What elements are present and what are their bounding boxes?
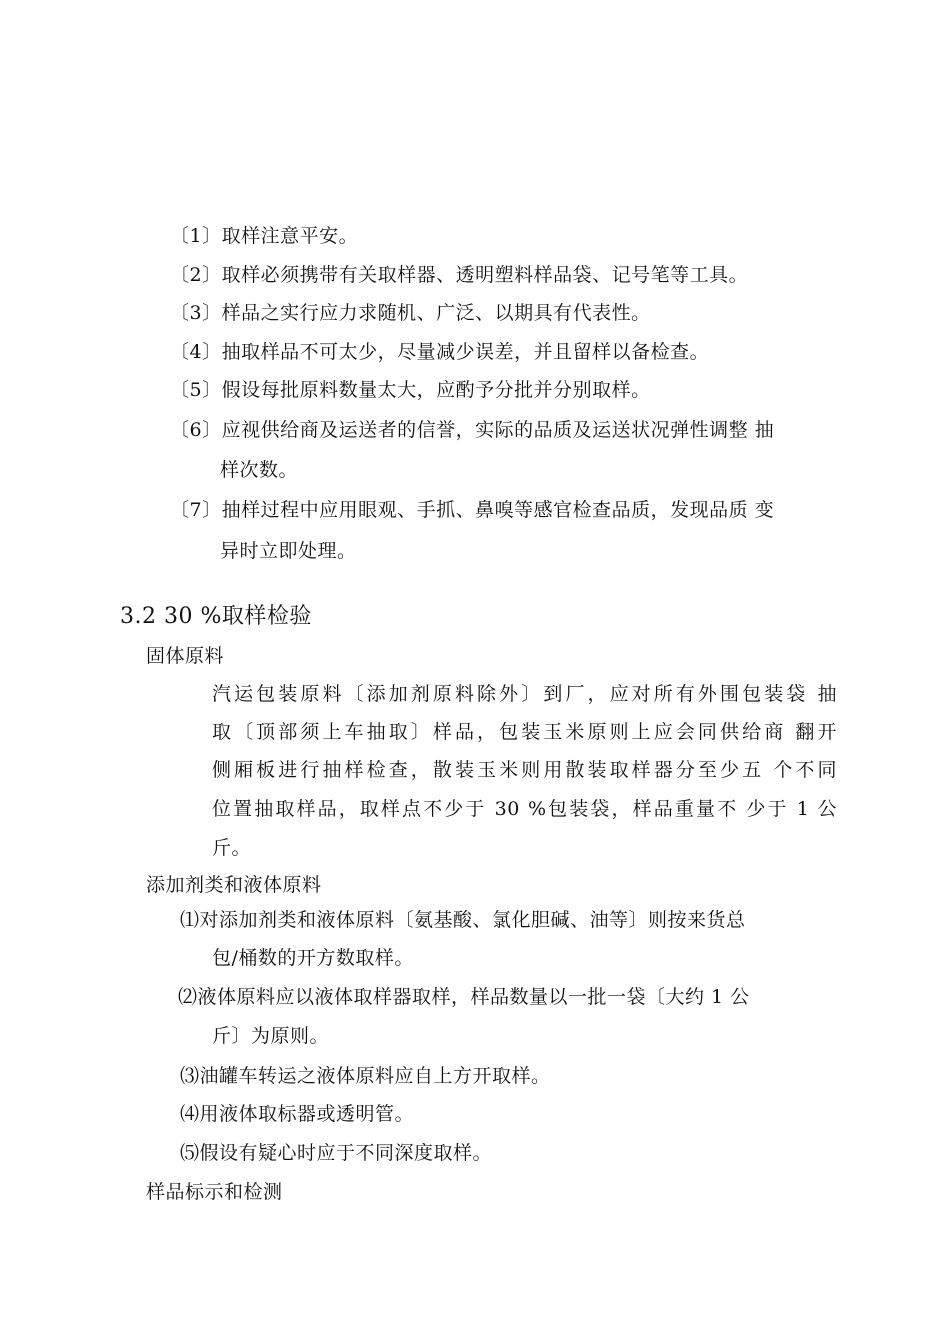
paragraph-line: 汽运包装原料〔添加剂原料除外〕到厂，应对所有外围包装袋 抽	[212, 683, 837, 705]
list-item	[170, 418, 774, 442]
list-item-number: ⑷	[180, 1103, 200, 1125]
list-item-continuation: 样次数。	[220, 459, 299, 481]
list-item	[180, 1102, 414, 1126]
paragraph-line: 取〔顶部须上车抽取〕样品，包装玉米原则上应会同供给商 翻开	[212, 721, 837, 743]
list-item-number: ⑵	[178, 986, 198, 1008]
list-item	[170, 301, 651, 325]
list-item-continuation: 异时立即处理。	[220, 540, 357, 562]
list-item-text: 油罐车转运之液体原料应自上方开取样。	[199, 1065, 551, 1087]
list-item	[180, 908, 746, 932]
list-item-number: 〔1〕	[170, 225, 222, 247]
paragraph-line: 位置抽取样品，取样点不少于 30 %包装袋，样品重量不 少于 1 公	[212, 798, 837, 820]
paragraph-line: 侧厢板进行抽样检查，散装玉米则用散装取样器分至少五 个不同	[212, 759, 837, 781]
list-item-number: 〔3〕	[170, 302, 222, 324]
list-item	[170, 340, 709, 364]
section-heading: 3.2 30 %取样检验	[120, 604, 312, 629]
list-item-number: 〔4〕	[170, 341, 222, 363]
paragraph-line: 斤。	[212, 837, 252, 859]
list-item-text: 用液体取标器或透明管。	[199, 1103, 415, 1125]
subsection-title-solid: 固体原料	[146, 645, 225, 667]
list-item	[170, 498, 774, 522]
list-item-number: ⑴	[180, 909, 200, 931]
list-item-text: 液体原料应以液体取样器取样，样品数量以一批一袋〔大约 1 公	[197, 986, 750, 1008]
list-item	[170, 263, 748, 287]
list-item-text: 样品之实行应力求随机、广泛、以期具有代表性。	[221, 302, 651, 324]
list-item-text: 对添加剂类和液体原料〔氨基酸、氯化胆碱、油等〕则按来货总	[199, 909, 746, 931]
list-item	[170, 224, 358, 248]
list-item-number: 〔2〕	[170, 264, 222, 286]
list-item	[170, 378, 651, 402]
list-item-text: 假设有疑心时应于不同深度取样。	[199, 1142, 493, 1164]
list-item-number: ⑸	[180, 1142, 200, 1164]
list-item-text: 抽取样品不可太少，尽量减少误差，并且留样以备检查。	[221, 341, 710, 363]
list-item-text: 取样必须携带有关取样器、透明塑料样品袋、记号笔等工具。	[221, 264, 749, 286]
list-item	[180, 1064, 551, 1088]
list-item	[180, 1141, 492, 1165]
subsection-title-sample-marking: 样品标示和检测	[146, 1181, 283, 1203]
subsection-title-liquid: 添加剂类和液体原料	[146, 874, 322, 896]
list-item-number: 〔5〕	[170, 379, 222, 401]
list-item-number: 〔6〕	[170, 419, 222, 441]
list-item-number: ⑶	[180, 1065, 200, 1087]
list-item-number: 〔7〕	[170, 499, 222, 521]
list-item-text: 取样注意平安。	[221, 225, 359, 247]
list-item-text: 抽样过程中应用眼观、手抓、鼻嗅等感官检查品质，发现品质 变	[221, 499, 775, 521]
list-item-continuation: 包/桶数的开方数取样。	[212, 947, 414, 969]
list-item-text: 应视供给商及运送者的信誉，实际的品质及运送状况弹性调整 抽	[221, 419, 775, 441]
list-item-text: 假设每批原料数量太大，应酌予分批并分别取样。	[221, 379, 651, 401]
list-item	[178, 985, 750, 1009]
list-item-continuation: 斤〕为原则。	[212, 1025, 330, 1047]
